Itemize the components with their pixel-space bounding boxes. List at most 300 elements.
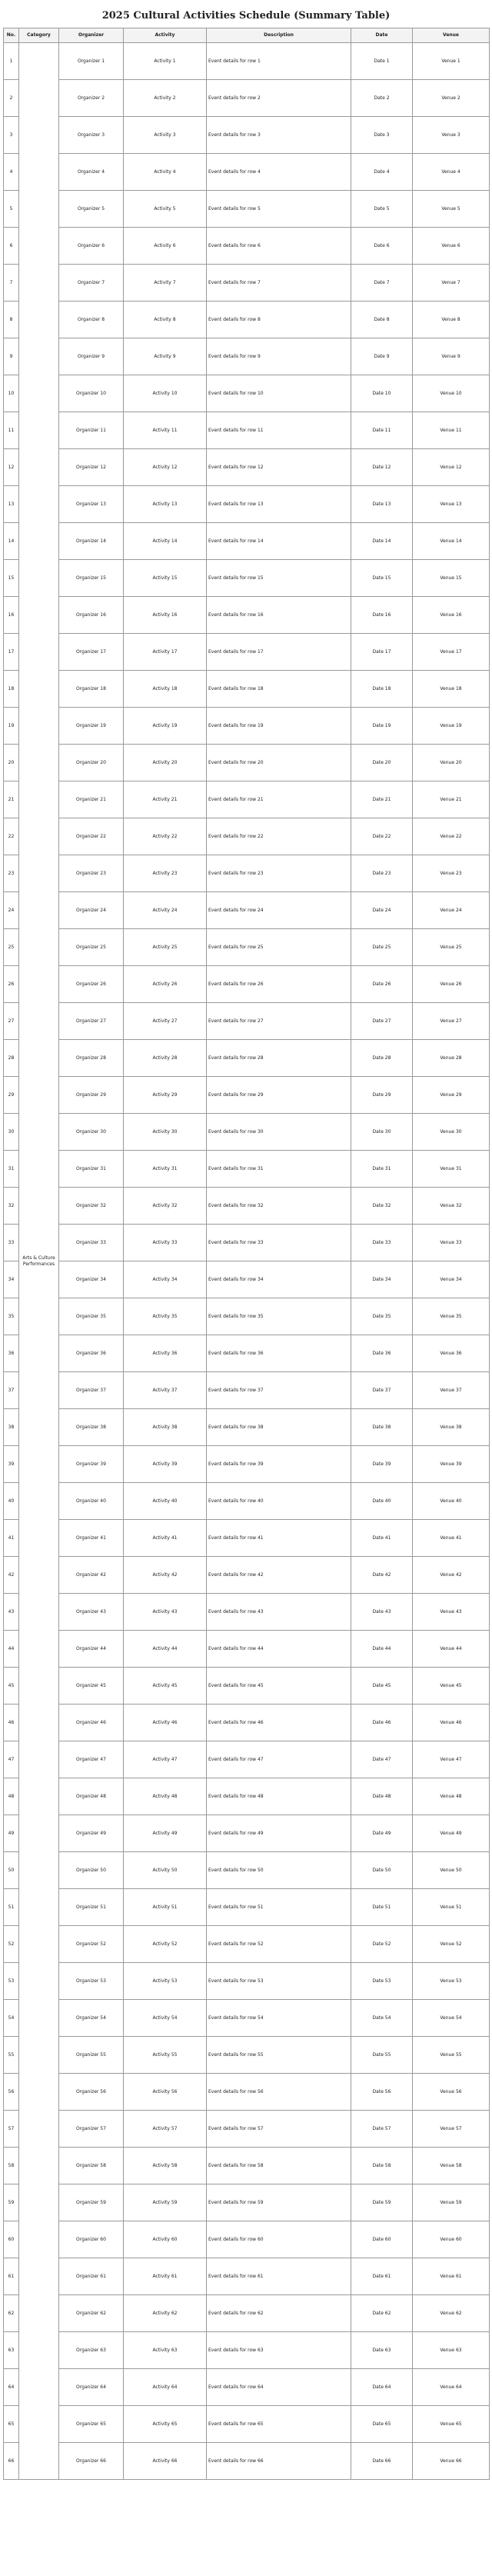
table-header-row — [4, 28, 490, 43]
organizer-cell: Organizer 39 — [59, 1446, 124, 1483]
activity-cell: Activity 4 — [124, 154, 207, 191]
row-number: 8 — [4, 302, 19, 338]
description-cell: Event details for row 63 — [207, 2332, 351, 2369]
description-cell: Event details for row 43 — [207, 1594, 351, 1631]
organizer-cell: Organizer 24 — [59, 892, 124, 929]
venue-cell: Venue 22 — [413, 818, 490, 855]
organizer-cell: Organizer 41 — [59, 1520, 124, 1557]
description-cell: Event details for row 25 — [207, 929, 351, 966]
activity-cell: Activity 24 — [124, 892, 207, 929]
description-cell: Event details for row 31 — [207, 1151, 351, 1188]
row-number: 43 — [4, 1594, 19, 1631]
description-cell: Event details for row 56 — [207, 2074, 351, 2111]
venue-cell: Venue 27 — [413, 1003, 490, 1040]
row-number: 4 — [4, 154, 19, 191]
date-cell: Date 22 — [351, 818, 413, 855]
table-row — [4, 892, 490, 929]
organizer-cell: Organizer 21 — [59, 781, 124, 818]
activity-cell: Activity 66 — [124, 2443, 207, 2480]
organizer-cell: Organizer 35 — [59, 1298, 124, 1335]
venue-cell: Venue 14 — [413, 523, 490, 560]
organizer-cell: Organizer 33 — [59, 1225, 124, 1261]
row-number: 16 — [4, 597, 19, 634]
table-row — [4, 412, 490, 449]
table-row — [4, 1114, 490, 1151]
date-cell: Date 56 — [351, 2074, 413, 2111]
activity-cell: Activity 40 — [124, 1483, 207, 1520]
organizer-cell: Organizer 18 — [59, 671, 124, 708]
date-cell: Date 11 — [351, 412, 413, 449]
row-number: 11 — [4, 412, 19, 449]
date-cell: Date 66 — [351, 2443, 413, 2480]
venue-cell: Venue 64 — [413, 2369, 490, 2406]
venue-cell: Venue 35 — [413, 1298, 490, 1335]
activity-cell: Activity 12 — [124, 449, 207, 486]
row-number: 63 — [4, 2332, 19, 2369]
table-row — [4, 1225, 490, 1261]
row-number: 29 — [4, 1077, 19, 1114]
table-row — [4, 2369, 490, 2406]
table-row — [4, 2000, 490, 2037]
date-cell: Date 23 — [351, 855, 413, 892]
activity-cell: Activity 49 — [124, 1815, 207, 1852]
table-row — [4, 1705, 490, 1741]
activity-cell: Activity 6 — [124, 228, 207, 265]
activity-cell: Activity 45 — [124, 1668, 207, 1705]
date-cell: Date 24 — [351, 892, 413, 929]
venue-cell: Venue 18 — [413, 671, 490, 708]
activity-cell: Activity 18 — [124, 671, 207, 708]
venue-cell: Venue 11 — [413, 412, 490, 449]
row-number: 62 — [4, 2295, 19, 2332]
description-cell: Event details for row 23 — [207, 855, 351, 892]
organizer-cell: Organizer 28 — [59, 1040, 124, 1077]
description-cell: Event details for row 16 — [207, 597, 351, 634]
row-number: 18 — [4, 671, 19, 708]
table-row — [4, 2037, 490, 2074]
date-cell: Date 13 — [351, 486, 413, 523]
row-number: 20 — [4, 745, 19, 781]
row-number: 53 — [4, 1963, 19, 2000]
venue-cell: Venue 60 — [413, 2221, 490, 2258]
activity-cell: Activity 19 — [124, 708, 207, 745]
date-cell: Date 46 — [351, 1705, 413, 1741]
row-number: 24 — [4, 892, 19, 929]
venue-cell: Venue 46 — [413, 1705, 490, 1741]
description-cell: Event details for row 10 — [207, 375, 351, 412]
row-number: 21 — [4, 781, 19, 818]
activity-cell: Activity 8 — [124, 302, 207, 338]
venue-cell: Venue 51 — [413, 1889, 490, 1926]
date-cell: Date 44 — [351, 1631, 413, 1668]
activity-cell: Activity 62 — [124, 2295, 207, 2332]
row-number: 46 — [4, 1705, 19, 1741]
row-number: 37 — [4, 1372, 19, 1409]
date-cell: Date 48 — [351, 1778, 413, 1815]
activity-cell: Activity 43 — [124, 1594, 207, 1631]
description-cell: Event details for row 66 — [207, 2443, 351, 2480]
row-number: 55 — [4, 2037, 19, 2074]
organizer-cell: Organizer 42 — [59, 1557, 124, 1594]
organizer-cell: Organizer 53 — [59, 1963, 124, 2000]
row-number: 27 — [4, 1003, 19, 1040]
organizer-cell: Organizer 43 — [59, 1594, 124, 1631]
date-cell: Date 34 — [351, 1261, 413, 1298]
column-header: Venue — [413, 28, 490, 43]
venue-cell: Venue 63 — [413, 2332, 490, 2369]
date-cell: Date 30 — [351, 1114, 413, 1151]
organizer-cell: Organizer 45 — [59, 1668, 124, 1705]
venue-cell: Venue 37 — [413, 1372, 490, 1409]
organizer-cell: Organizer 60 — [59, 2221, 124, 2258]
table-row — [4, 80, 490, 117]
description-cell: Event details for row 14 — [207, 523, 351, 560]
venue-cell: Venue 9 — [413, 338, 490, 375]
activity-cell: Activity 61 — [124, 2258, 207, 2295]
activity-cell: Activity 3 — [124, 117, 207, 154]
date-cell: Date 19 — [351, 708, 413, 745]
organizer-cell: Organizer 7 — [59, 265, 124, 302]
venue-cell: Venue 42 — [413, 1557, 490, 1594]
row-number: 41 — [4, 1520, 19, 1557]
row-number: 14 — [4, 523, 19, 560]
organizer-cell: Organizer 55 — [59, 2037, 124, 2074]
table-row — [4, 449, 490, 486]
row-number: 64 — [4, 2369, 19, 2406]
date-cell: Date 49 — [351, 1815, 413, 1852]
description-cell: Event details for row 7 — [207, 265, 351, 302]
row-number: 56 — [4, 2074, 19, 2111]
date-cell: Date 7 — [351, 265, 413, 302]
column-header: Description — [207, 28, 351, 43]
organizer-cell: Organizer 26 — [59, 966, 124, 1003]
organizer-cell: Organizer 52 — [59, 1926, 124, 1963]
activity-cell: Activity 57 — [124, 2111, 207, 2148]
row-number: 34 — [4, 1261, 19, 1298]
table-row — [4, 1815, 490, 1852]
table-row — [4, 2443, 490, 2480]
date-cell: Date 17 — [351, 634, 413, 671]
venue-cell: Venue 20 — [413, 745, 490, 781]
activity-cell: Activity 23 — [124, 855, 207, 892]
organizer-cell: Organizer 11 — [59, 412, 124, 449]
date-cell: Date 8 — [351, 302, 413, 338]
organizer-cell: Organizer 15 — [59, 560, 124, 597]
venue-cell: Venue 26 — [413, 966, 490, 1003]
description-cell: Event details for row 13 — [207, 486, 351, 523]
column-header: Category — [19, 28, 59, 43]
venue-cell: Venue 62 — [413, 2295, 490, 2332]
venue-cell: Venue 53 — [413, 1963, 490, 2000]
table-row — [4, 1483, 490, 1520]
description-cell: Event details for row 15 — [207, 560, 351, 597]
date-cell: Date 20 — [351, 745, 413, 781]
date-cell: Date 12 — [351, 449, 413, 486]
row-number: 17 — [4, 634, 19, 671]
venue-cell: Venue 59 — [413, 2184, 490, 2221]
row-number: 25 — [4, 929, 19, 966]
activity-cell: Activity 51 — [124, 1889, 207, 1926]
activity-cell: Activity 56 — [124, 2074, 207, 2111]
row-number: 9 — [4, 338, 19, 375]
table-row — [4, 2074, 490, 2111]
table-row — [4, 560, 490, 597]
venue-cell: Venue 4 — [413, 154, 490, 191]
activity-cell: Activity 17 — [124, 634, 207, 671]
organizer-cell: Organizer 56 — [59, 2074, 124, 2111]
table-row — [4, 154, 490, 191]
venue-cell: Venue 45 — [413, 1668, 490, 1705]
venue-cell: Venue 29 — [413, 1077, 490, 1114]
table-row — [4, 1852, 490, 1889]
table-row — [4, 191, 490, 228]
date-cell: Date 52 — [351, 1926, 413, 1963]
activity-cell: Activity 48 — [124, 1778, 207, 1815]
activity-cell: Activity 53 — [124, 1963, 207, 2000]
venue-cell: Venue 50 — [413, 1852, 490, 1889]
activity-cell: Activity 59 — [124, 2184, 207, 2221]
activity-cell: Activity 22 — [124, 818, 207, 855]
date-cell: Date 1 — [351, 43, 413, 80]
activity-cell: Activity 5 — [124, 191, 207, 228]
date-cell: Date 50 — [351, 1852, 413, 1889]
description-cell: Event details for row 42 — [207, 1557, 351, 1594]
date-cell: Date 18 — [351, 671, 413, 708]
row-number: 2 — [4, 80, 19, 117]
date-cell: Date 41 — [351, 1520, 413, 1557]
organizer-cell: Organizer 40 — [59, 1483, 124, 1520]
row-number: 13 — [4, 486, 19, 523]
description-cell: Event details for row 32 — [207, 1188, 351, 1225]
description-cell: Event details for row 45 — [207, 1668, 351, 1705]
description-cell: Event details for row 39 — [207, 1446, 351, 1483]
row-number: 6 — [4, 228, 19, 265]
organizer-cell: Organizer 36 — [59, 1335, 124, 1372]
organizer-cell: Organizer 31 — [59, 1151, 124, 1188]
activity-cell: Activity 50 — [124, 1852, 207, 1889]
venue-cell: Venue 25 — [413, 929, 490, 966]
description-cell: Event details for row 49 — [207, 1815, 351, 1852]
venue-cell: Venue 24 — [413, 892, 490, 929]
table-row — [4, 597, 490, 634]
row-number: 19 — [4, 708, 19, 745]
venue-cell: Venue 41 — [413, 1520, 490, 1557]
table-row — [4, 818, 490, 855]
table-row — [4, 634, 490, 671]
description-cell: Event details for row 33 — [207, 1225, 351, 1261]
organizer-cell: Organizer 46 — [59, 1705, 124, 1741]
row-number: 52 — [4, 1926, 19, 1963]
activity-cell: Activity 9 — [124, 338, 207, 375]
organizer-cell: Organizer 2 — [59, 80, 124, 117]
activity-cell: Activity 55 — [124, 2037, 207, 2074]
description-cell: Event details for row 38 — [207, 1409, 351, 1446]
venue-cell: Venue 32 — [413, 1188, 490, 1225]
venue-cell: Venue 48 — [413, 1778, 490, 1815]
description-cell: Event details for row 50 — [207, 1852, 351, 1889]
date-cell: Date 16 — [351, 597, 413, 634]
table-row — [4, 1335, 490, 1372]
organizer-cell: Organizer 14 — [59, 523, 124, 560]
column-header: Date — [351, 28, 413, 43]
activity-cell: Activity 25 — [124, 929, 207, 966]
venue-cell: Venue 21 — [413, 781, 490, 818]
description-cell: Event details for row 57 — [207, 2111, 351, 2148]
activity-cell: Activity 32 — [124, 1188, 207, 1225]
date-cell: Date 43 — [351, 1594, 413, 1631]
venue-cell: Venue 38 — [413, 1409, 490, 1446]
row-number: 22 — [4, 818, 19, 855]
description-cell: Event details for row 12 — [207, 449, 351, 486]
row-number: 1 — [4, 43, 19, 80]
table-row — [4, 2406, 490, 2443]
venue-cell: Venue 15 — [413, 560, 490, 597]
date-cell: Date 29 — [351, 1077, 413, 1114]
row-number: 57 — [4, 2111, 19, 2148]
description-cell: Event details for row 48 — [207, 1778, 351, 1815]
activity-cell: Activity 7 — [124, 265, 207, 302]
organizer-cell: Organizer 59 — [59, 2184, 124, 2221]
description-cell: Event details for row 21 — [207, 781, 351, 818]
organizer-cell: Organizer 58 — [59, 2148, 124, 2184]
description-cell: Event details for row 9 — [207, 338, 351, 375]
description-cell: Event details for row 4 — [207, 154, 351, 191]
row-number: 54 — [4, 2000, 19, 2037]
table-row — [4, 2148, 490, 2184]
description-cell: Event details for row 53 — [207, 1963, 351, 2000]
row-number: 23 — [4, 855, 19, 892]
description-cell: Event details for row 60 — [207, 2221, 351, 2258]
organizer-cell: Organizer 34 — [59, 1261, 124, 1298]
table-row — [4, 1631, 490, 1668]
organizer-cell: Organizer 9 — [59, 338, 124, 375]
row-number: 36 — [4, 1335, 19, 1372]
venue-cell: Venue 65 — [413, 2406, 490, 2443]
description-cell: Event details for row 36 — [207, 1335, 351, 1372]
description-cell: Event details for row 24 — [207, 892, 351, 929]
row-number: 42 — [4, 1557, 19, 1594]
date-cell: Date 37 — [351, 1372, 413, 1409]
table-row — [4, 228, 490, 265]
date-cell: Date 62 — [351, 2295, 413, 2332]
table-row — [4, 1003, 490, 1040]
venue-cell: Venue 47 — [413, 1741, 490, 1778]
venue-cell: Venue 10 — [413, 375, 490, 412]
table-row — [4, 1446, 490, 1483]
table-row — [4, 43, 490, 80]
date-cell: Date 25 — [351, 929, 413, 966]
date-cell: Date 60 — [351, 2221, 413, 2258]
table-row — [4, 1594, 490, 1631]
date-cell: Date 14 — [351, 523, 413, 560]
table-row — [4, 1741, 490, 1778]
activities-table — [3, 28, 490, 2480]
table-row — [4, 117, 490, 154]
date-cell: Date 42 — [351, 1557, 413, 1594]
table-row — [4, 1077, 490, 1114]
venue-cell: Venue 39 — [413, 1446, 490, 1483]
table-row — [4, 1520, 490, 1557]
row-number: 39 — [4, 1446, 19, 1483]
activity-cell: Activity 36 — [124, 1335, 207, 1372]
description-cell: Event details for row 59 — [207, 2184, 351, 2221]
venue-cell: Venue 7 — [413, 265, 490, 302]
activity-cell: Activity 29 — [124, 1077, 207, 1114]
row-number: 61 — [4, 2258, 19, 2295]
date-cell: Date 21 — [351, 781, 413, 818]
description-cell: Event details for row 22 — [207, 818, 351, 855]
row-number: 45 — [4, 1668, 19, 1705]
date-cell: Date 27 — [351, 1003, 413, 1040]
row-number: 15 — [4, 560, 19, 597]
table-row — [4, 1261, 490, 1298]
activity-cell: Activity 20 — [124, 745, 207, 781]
venue-cell: Venue 58 — [413, 2148, 490, 2184]
document-title: 2025 Cultural Activities Schedule (Summary Table) — [101, 10, 391, 22]
table-row — [4, 1040, 490, 1077]
date-cell: Date 4 — [351, 154, 413, 191]
column-header: No. — [4, 28, 19, 43]
date-cell: Date 53 — [351, 1963, 413, 2000]
venue-cell: Venue 34 — [413, 1261, 490, 1298]
date-cell: Date 2 — [351, 80, 413, 117]
date-cell: Date 54 — [351, 2000, 413, 2037]
activity-cell: Activity 52 — [124, 1926, 207, 1963]
description-cell: Event details for row 37 — [207, 1372, 351, 1409]
activity-cell: Activity 28 — [124, 1040, 207, 1077]
organizer-cell: Organizer 30 — [59, 1114, 124, 1151]
organizer-cell: Organizer 29 — [59, 1077, 124, 1114]
date-cell: Date 3 — [351, 117, 413, 154]
venue-cell: Venue 16 — [413, 597, 490, 634]
date-cell: Date 47 — [351, 1741, 413, 1778]
table-row — [4, 2111, 490, 2148]
activity-cell: Activity 58 — [124, 2148, 207, 2184]
description-cell: Event details for row 28 — [207, 1040, 351, 1077]
organizer-cell: Organizer 32 — [59, 1188, 124, 1225]
description-cell: Event details for row 34 — [207, 1261, 351, 1298]
organizer-cell: Organizer 12 — [59, 449, 124, 486]
table-row — [4, 2295, 490, 2332]
description-cell: Event details for row 17 — [207, 634, 351, 671]
description-cell: Event details for row 55 — [207, 2037, 351, 2074]
table-body — [4, 43, 490, 2480]
description-cell: Event details for row 5 — [207, 191, 351, 228]
venue-cell: Venue 5 — [413, 191, 490, 228]
organizer-cell: Organizer 6 — [59, 228, 124, 265]
date-cell: Date 28 — [351, 1040, 413, 1077]
organizer-cell: Organizer 38 — [59, 1409, 124, 1446]
activity-cell: Activity 1 — [124, 43, 207, 80]
description-cell: Event details for row 1 — [207, 43, 351, 80]
venue-cell: Venue 56 — [413, 2074, 490, 2111]
description-cell: Event details for row 2 — [207, 80, 351, 117]
description-cell: Event details for row 47 — [207, 1741, 351, 1778]
table-row — [4, 2221, 490, 2258]
venue-cell: Venue 49 — [413, 1815, 490, 1852]
organizer-cell: Organizer 25 — [59, 929, 124, 966]
organizer-cell: Organizer 63 — [59, 2332, 124, 2369]
table-row — [4, 671, 490, 708]
column-header: Activity — [124, 28, 207, 43]
table-row — [4, 2332, 490, 2369]
organizer-cell: Organizer 64 — [59, 2369, 124, 2406]
table-row — [4, 929, 490, 966]
activity-cell: Activity 47 — [124, 1741, 207, 1778]
activity-cell: Activity 54 — [124, 2000, 207, 2037]
description-cell: Event details for row 44 — [207, 1631, 351, 1668]
activity-cell: Activity 37 — [124, 1372, 207, 1409]
